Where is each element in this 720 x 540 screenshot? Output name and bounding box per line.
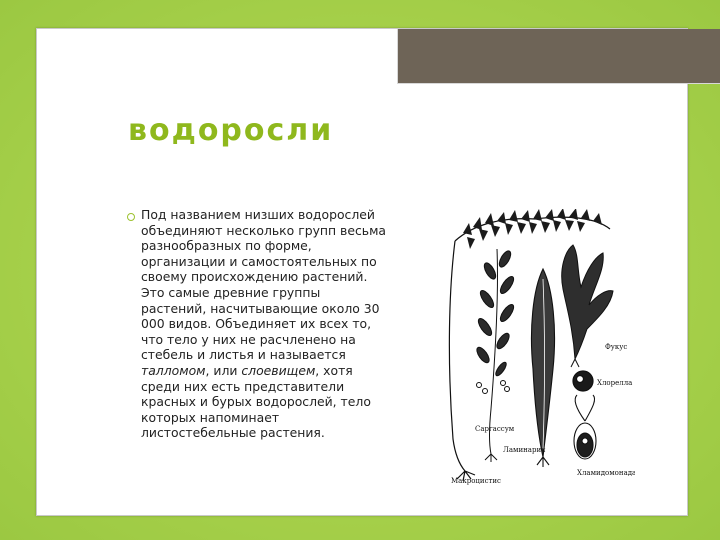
body-text-part1: Под названием низших водорослей объединяют несколько групп весьма разнообразных по форме, организации и самостоятельных по своему происхождению растений. Это самые древние группы растений, насчитывающие около 30 000 видов. Объединяет их всех то, что тело у них не расчленено на стебель и листья и называется (141, 207, 387, 363)
label-chlamydomonas: Хламидомонада (577, 469, 635, 477)
term-thallus: талломом (141, 362, 206, 378)
slide (36, 28, 688, 516)
slide-title: водоросли (128, 113, 334, 148)
label-sargassum: Саргассум (475, 425, 515, 433)
chlorella-drawing (573, 371, 593, 391)
label-fucus: Фукус (605, 343, 628, 351)
label-laminaria: Ламинария (503, 446, 546, 454)
label-macrocystis: Макроцистис (451, 477, 501, 485)
algae-illustration (445, 209, 635, 494)
chlamydomonas-drawing (574, 395, 596, 459)
bullet-icon (127, 213, 135, 221)
body-text-part3: , хотя среди них есть представители красных и бурых водорослей, тело которых напоминает листостебельные растения. (141, 362, 371, 441)
body-paragraph (141, 207, 387, 441)
laminaria-drawing (531, 269, 554, 467)
label-chlorella: Хлорелла (597, 379, 633, 387)
header-tab (397, 29, 720, 84)
term-slojevishche: слоевищем (241, 362, 316, 378)
algae-drawing (445, 209, 635, 494)
body-text-part2: , или (205, 362, 242, 378)
